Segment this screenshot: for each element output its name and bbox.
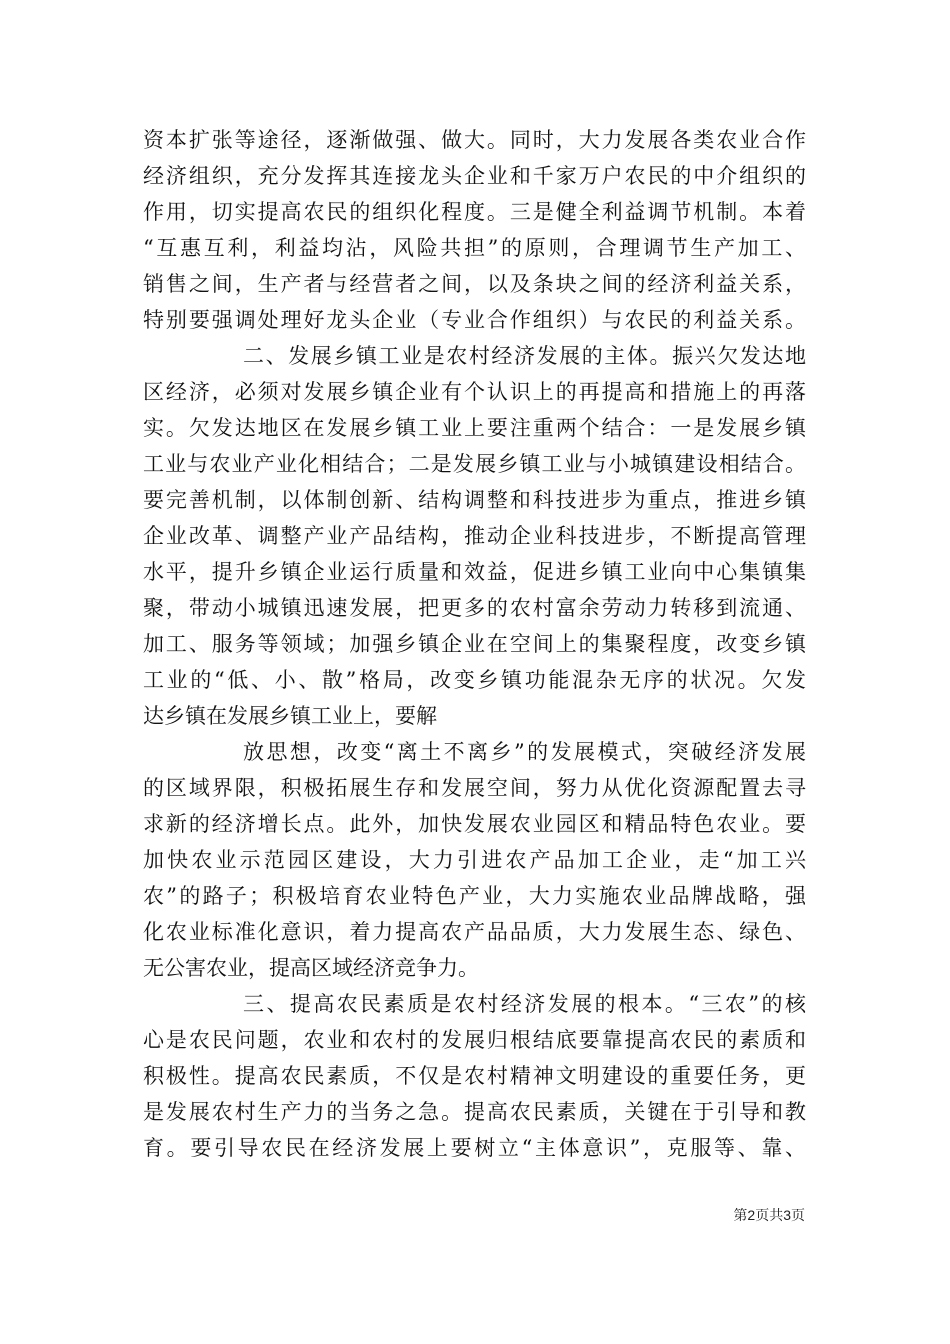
text-line: 达乡镇在发展乡镇工业上，要解 <box>143 704 437 728</box>
text-line: 农”的路子；积极培育农业特色产业，大力实施农业品牌战略，强 <box>143 884 806 908</box>
text-line: 加快农业示范园区建设，大力引进农产品加工企业，走“加工兴 <box>143 848 806 872</box>
text-line: 聚，带动小城镇迅速发展，把更多的农村富余劳动力转移到流通、 <box>143 596 806 620</box>
text-line: 销售之间，生产者与经营者之间，以及条块之间的经济利益关系， <box>143 272 806 296</box>
text-line: 心是农民问题，农业和农村的发展归根结底要靠提高农民的素质和 <box>143 1028 806 1052</box>
text-line: 经济组织，充分发挥其连接龙头企业和千家万户农民的中介组织的 <box>143 164 806 188</box>
text-line: “互惠互利，利益均沾，风险共担”的原则，合理调节生产加工、 <box>143 236 806 260</box>
text-line: 积极性。提高农民素质，不仅是农村精神文明建设的重要任务，更 <box>143 1064 806 1088</box>
text-line: 实。欠发达地区在发展乡镇工业上要注重两个结合：一是发展乡镇 <box>143 416 806 440</box>
text-line: 的区域界限，积极拓展生存和发展空间，努力从优化资源配置去寻 <box>143 776 806 800</box>
text-line: 资本扩张等途径，逐渐做强、做大。同时，大力发展各类农业合作 <box>143 128 806 152</box>
text-line: 二、发展乡镇工业是农村经济发展的主体。振兴欠发达地 <box>243 344 806 368</box>
text-line: 特别要强调处理好龙头企业（专业合作组织）与农民的利益关系。 <box>143 308 806 332</box>
text-line: 企业改革、调整产业产品结构，推动企业科技进步，不断提高管理 <box>143 524 806 548</box>
text-line: 无公害农业，提高区域经济竞争力。 <box>143 956 479 980</box>
text-line: 是发展农村生产力的当务之急。提高农民素质，关键在于引导和教 <box>143 1100 806 1124</box>
text-line: 要完善机制，以体制创新、结构调整和科技进步为重点，推进乡镇 <box>143 488 806 512</box>
text-line: 水平，提升乡镇企业运行质量和效益，促进乡镇工业向中心集镇集 <box>143 560 806 584</box>
text-line: 育。要引导农民在经济发展上要树立“主体意识”，克服等、靠、 <box>143 1136 806 1160</box>
text-line: 作用，切实提高农民的组织化程度。三是健全利益调节机制。本着 <box>143 200 806 224</box>
text-line: 区经济，必须对发展乡镇企业有个认识上的再提高和措施上的再落 <box>143 380 806 404</box>
text-line: 工业与农业产业化相结合；二是发展乡镇工业与小城镇建设相结合。 <box>143 452 806 476</box>
text-line: 工业的“低、小、散”格局，改变乡镇功能混杂无序的状况。欠发 <box>143 668 806 692</box>
text-line: 加工、服务等领域；加强乡镇企业在空间上的集聚程度，改变乡镇 <box>143 632 806 656</box>
text-line: 放思想，改变“离土不离乡”的发展模式，突破经济发展 <box>243 740 806 764</box>
text-line: 三、提高农民素质是农村经济发展的根本。“三农”的核 <box>243 992 806 1016</box>
text-line: 求新的经济增长点。此外，加快发展农业园区和精品特色农业。要 <box>143 812 806 836</box>
page-number: 第2页共3页 <box>733 1207 805 1223</box>
text-line: 化农业标准化意识，着力提高农产品品质，大力发展生态、绿色、 <box>143 920 806 944</box>
